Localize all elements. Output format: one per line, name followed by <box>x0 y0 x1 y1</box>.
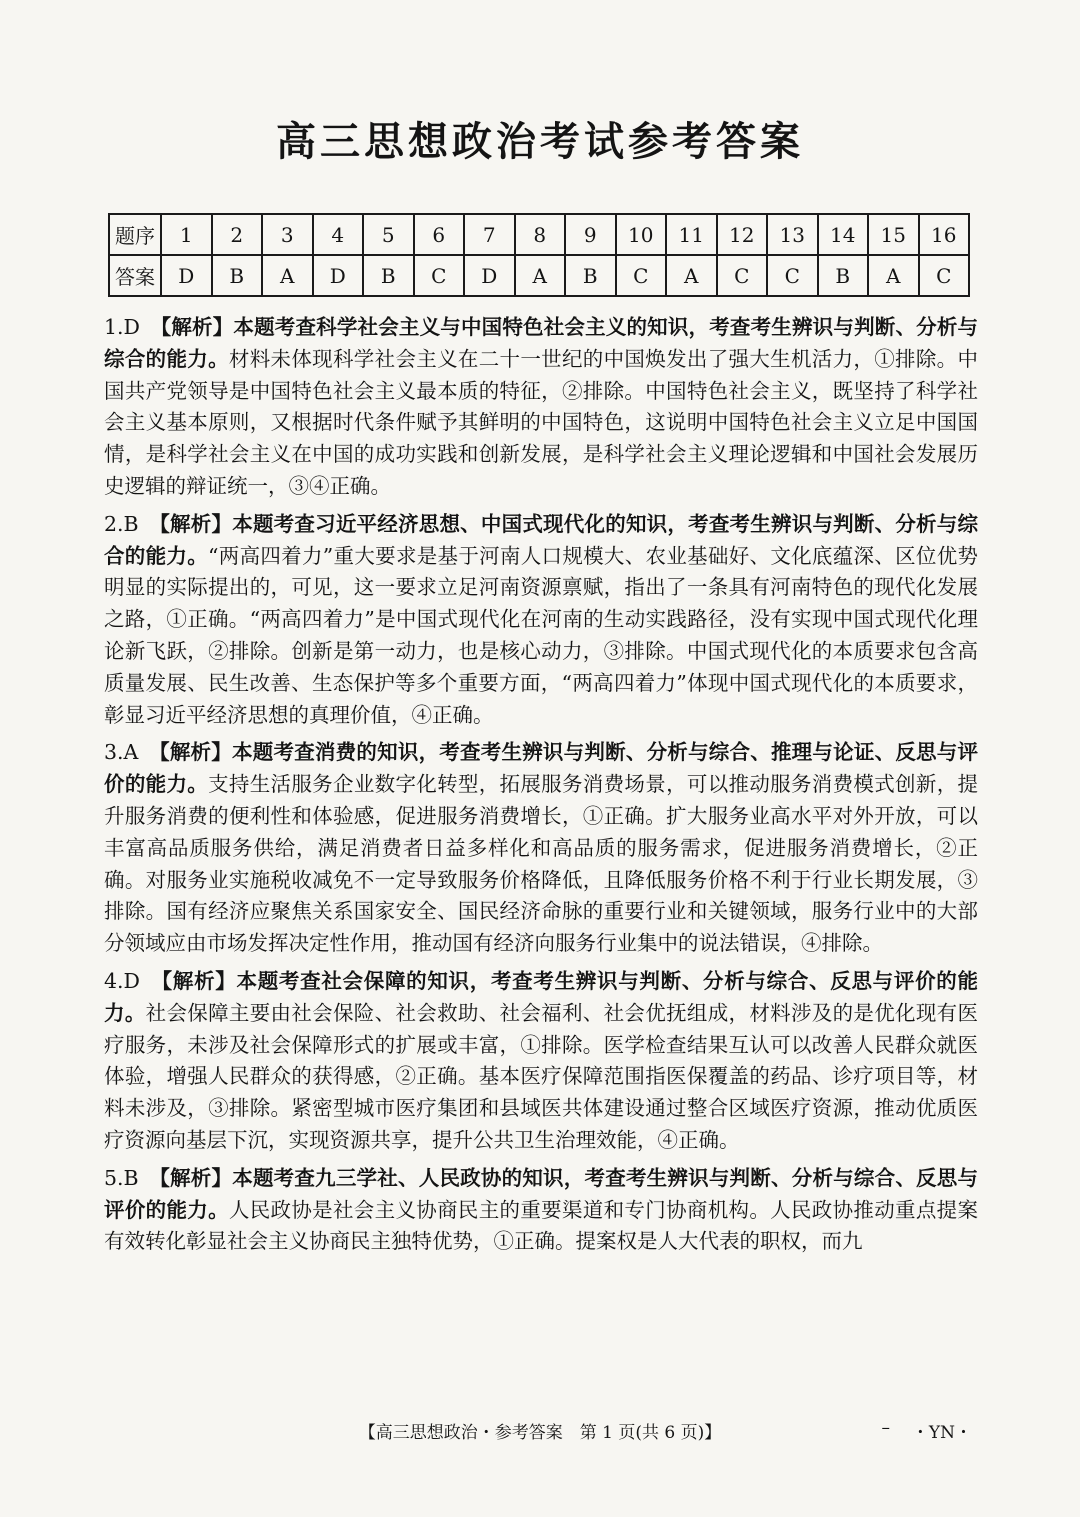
item-body: 社会保障主要由社会保险、社会救助、社会福利、社会优抚组成，材料涉及的是优化现有医疗服务，未涉及社会保障形式的扩展或丰富，①排除。医学检查结果互认可以改善人民群众就医体验，增强人民群众的获得感，②正确。基本医疗保障范围指医保覆盖的药品、诊疗项目等，材料未涉及，③排除。紧密型城市医疗集团和县域医共体建设通过整合区域医疗资源，推动优质医疗资源向基层下沉，实现资源共享，提升公共卫生治理效能，④正确。 <box>104 1000 979 1152</box>
number-cell: 8 <box>515 214 566 255</box>
number-cell: 3 <box>262 214 313 255</box>
answer-table <box>108 213 970 297</box>
row-label-answer: 答案 <box>109 255 161 296</box>
page-title: 高三思想政治考试参考答案 <box>276 119 804 165</box>
item-heading: 【解析】本题考查九三学社、人民政协的知识，考查考生辨识与判断、分析与综合、反思与评价的能力。 <box>104 1165 979 1222</box>
number-cell: 14 <box>818 214 869 255</box>
number-cell: 4 <box>313 214 364 255</box>
item-body: “两高四着力”重大要求是基于河南人口规模大、农业基础好、文化底蕴深、区位优势明显的实际提出的，可见，这一要求立足河南资源禀赋，指出了一条具有河南特色的现代化发展之路，①正确。“两高四着力”是中国式现代化在河南的生动实践路径，没有实现中国式现代化理论新飞跃，②排除。创新是第一动力，也是核心动力，③排除。中国式现代化的本质要求包含高质量发展、民生改善、生态保护等多个重要方面，“两高四着力”体现中国式现代化的本质要求，彰显习近平经济思想的真理价值，④正确。 <box>104 543 978 727</box>
number-cell: 1 <box>161 214 212 255</box>
number-cell: 6 <box>414 214 465 255</box>
footer-mark: ・YN・ <box>911 1423 972 1443</box>
answer-cell: B <box>818 255 869 296</box>
explanation-item <box>104 312 978 503</box>
explanation-item <box>104 1163 978 1258</box>
answer-cell: C <box>616 255 667 296</box>
item-body: 支持生活服务企业数字化转型，拓展服务消费场景，可以推动服务消费模式创新，提升服务消费的便利性和体验感，促进服务消费增长，①正确。扩大服务业高水平对外开放，可以丰富高品质服务供给，满足消费者日益多样化和高品质的服务需求，促进服务消费增长，②正确。对服务业实施税收减免不一定导致服务价格降低，且降低服务价格不利于行业长期发展，③排除。国有经济应聚焦关系国家安全、国民经济命脉的重要行业和关键领域，服务行业中的大部分领域应由市场发挥决定性作用，推动国有经济向服务行业集中的说法错误，④排除。 <box>104 772 979 956</box>
answer-cell: B <box>565 255 616 296</box>
answer-cell: A <box>262 255 313 296</box>
number-cell: 5 <box>363 214 414 255</box>
row-label-number: 题序 <box>109 214 161 255</box>
answer-cell: B <box>363 255 414 296</box>
answer-cell: A <box>666 255 717 296</box>
number-row <box>109 214 969 255</box>
item-heading: 【解析】本题考查习近平经济思想、中国式现代化的知识，考查考生辨识与判断、分析与综合的能力。 <box>104 511 979 568</box>
explanation-item <box>104 737 978 960</box>
item-heading: 【解析】本题考查科学社会主义与中国特色社会主义的知识，考查考生辨识与判断、分析与综合的能力。 <box>104 315 979 371</box>
number-cell: 16 <box>919 214 970 255</box>
item-body: 材料未体现科学社会主义在二十一世纪的中国焕发出了强大生机活力，①排除。中国共产党领导是中国特色社会主义最本质的特征，②排除。中国特色社会主义，既坚持了科学社会主义基本原则，又根据时代条件赋予其鲜明的中国特色，这说明中国特色社会主义立足中国国情，是科学社会主义在中国的成功实践和创新发展，是科学社会主义理论逻辑和中国社会发展历史逻辑的辩证统一，③④正确。 <box>104 346 979 498</box>
answer-cell: C <box>414 255 465 296</box>
item-number: 4.D <box>104 968 140 993</box>
explanation-item <box>104 966 978 1157</box>
answer-cell: C <box>717 255 768 296</box>
explanation-item <box>104 509 978 732</box>
number-cell: 11 <box>666 214 717 255</box>
number-cell: 2 <box>212 214 263 255</box>
item-body: 人民政协是社会主义协商民主的重要渠道和专门协商机构。人民政协推动重点提案有效转化彰显社会主义协商民主独特优势，①正确。提案权是人大代表的职权，而九 <box>104 1197 979 1254</box>
item-number: 5.B <box>104 1165 139 1190</box>
page-footer <box>0 1418 1080 1443</box>
item-heading: 【解析】本题考查消费的知识，考查考生辨识与判断、分析与综合、推理与论证、反思与评价的能力。 <box>104 740 979 797</box>
item-number: 2.B <box>104 511 139 536</box>
answer-cell: D <box>464 255 515 296</box>
answer-cell: C <box>767 255 818 296</box>
number-cell: 9 <box>565 214 616 255</box>
item-number: 1.D <box>104 315 140 339</box>
number-cell: 10 <box>616 214 667 255</box>
answer-cell: A <box>868 255 919 296</box>
answer-row <box>109 255 969 296</box>
footer-dash: – <box>881 1418 890 1438</box>
answer-cell: D <box>161 255 212 296</box>
explanation-list <box>104 312 978 1264</box>
answer-cell: A <box>515 255 566 296</box>
number-cell: 7 <box>464 214 515 255</box>
item-heading: 【解析】本题考查社会保障的知识，考查考生辨识与判断、分析与综合、反思与评价的能力。 <box>104 968 979 1025</box>
number-cell: 12 <box>717 214 768 255</box>
item-number: 3.A <box>104 740 139 765</box>
number-cell: 15 <box>868 214 919 255</box>
number-cell: 13 <box>767 214 818 255</box>
answer-cell: C <box>919 255 970 296</box>
footer-text: 【高三思想政治・参考答案 第 1 页(共 6 页)】 <box>358 1423 722 1443</box>
answer-cell: B <box>212 255 263 296</box>
answer-cell: D <box>313 255 364 296</box>
